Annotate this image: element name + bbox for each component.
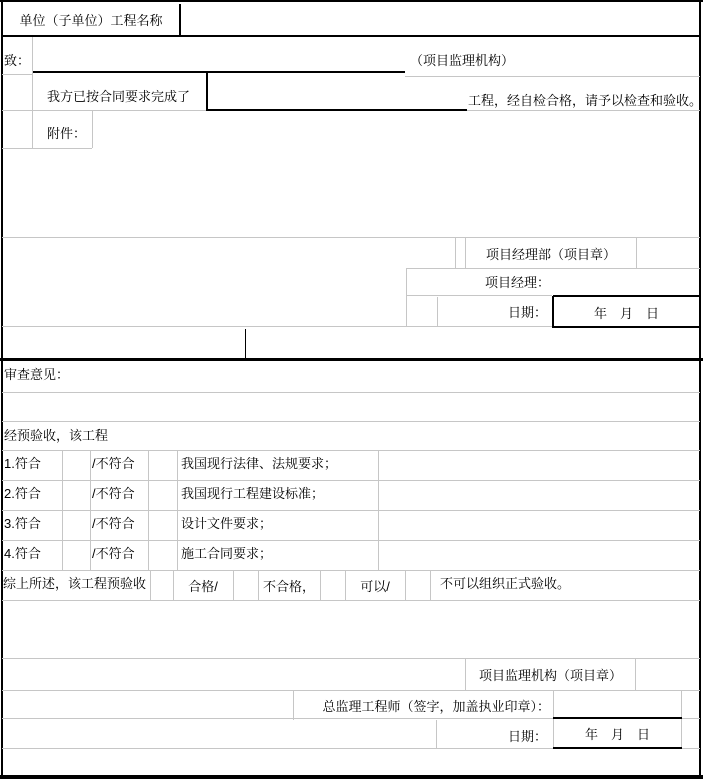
section-divider-line — [0, 358, 703, 361]
conclusion-prefix: 综上所述，该工程预验收 — [3, 576, 147, 591]
supervisor-org-input[interactable] — [33, 42, 404, 71]
grid-line — [378, 450, 379, 570]
choice-cell[interactable] — [63, 481, 89, 509]
attachment-area[interactable] — [4, 150, 698, 235]
to-blank-underline — [32, 71, 405, 73]
review-opinion-label: 审查意见： — [4, 367, 70, 382]
project-name-value-cell[interactable] — [182, 4, 698, 35]
to-label: 致： — [4, 53, 31, 68]
date-value-contractor: 年 月 日 — [593, 305, 659, 321]
grid-line — [430, 570, 431, 600]
project-name-label: 单位（子单位）工程名称 — [19, 12, 163, 28]
choice-cell[interactable] — [149, 541, 176, 569]
grid-line — [636, 237, 637, 268]
supervisor-org-note: （项目监理机构） — [410, 53, 515, 68]
grid-line — [32, 37, 33, 148]
border-left — [1, 0, 3, 776]
choice-cell[interactable] — [234, 571, 257, 599]
project-blank-left-line — [206, 73, 208, 111]
date-label-contractor: 日期： — [507, 305, 547, 320]
pm-signature-underline — [553, 295, 700, 297]
grid-line — [2, 690, 700, 691]
completion-statement-prefix: 我方已按合同要求完成了 — [47, 89, 191, 104]
completion-statement-suffix: 工程，经自检合格，请予以检查和验收。 — [468, 93, 703, 108]
grid-line — [2, 510, 700, 511]
grid-line — [2, 110, 206, 111]
choice-cell[interactable] — [321, 571, 344, 599]
grid-line — [2, 326, 552, 327]
choice-cell[interactable] — [149, 481, 176, 509]
project-name-input[interactable] — [208, 76, 466, 108]
grid-line — [90, 450, 91, 570]
grid-line — [2, 74, 32, 75]
grid-line — [2, 540, 700, 541]
grid-line — [455, 237, 456, 268]
grid-line — [467, 110, 700, 111]
criterion-2-not-conform-label: /不符合 — [92, 486, 135, 501]
criterion-1-conform-label: 1.符合 — [4, 456, 41, 471]
choice-cell[interactable] — [151, 571, 172, 599]
border-bottom — [0, 775, 703, 779]
header-bottom-line — [1, 35, 701, 37]
pm-dept-seal-label: 项目经理部（项目章） — [485, 246, 616, 262]
header-divider-line — [179, 4, 181, 35]
criterion-2-conform-label: 2.符合 — [4, 486, 41, 501]
grid-line — [2, 450, 700, 451]
grid-line — [2, 392, 700, 393]
review-opinion-area[interactable] — [4, 384, 698, 419]
date-box-left-line — [552, 296, 554, 328]
conclusion-may-not-label: 不可以组织正式验收。 — [440, 576, 571, 591]
choice-cell[interactable] — [149, 511, 176, 539]
date-underline-supervisor — [553, 747, 682, 749]
conclusion-unqualified-label: 不合格， — [262, 578, 315, 594]
criterion-3-text: 设计文件要求； — [181, 516, 273, 531]
criterion-1-text: 我国现行法律、法规要求； — [181, 456, 338, 471]
border-right — [699, 2, 701, 778]
pm-signature-input[interactable] — [554, 269, 699, 295]
grid-line — [2, 148, 92, 149]
conclusion-may-label: 可以/ — [360, 578, 390, 594]
attachment-label: 附件： — [47, 126, 87, 141]
criterion-4-conform-label: 4.符合 — [4, 546, 41, 561]
chief-engineer-label: 总监理工程师（签字，加盖执业印章）： — [322, 699, 550, 714]
project-manager-label: 项目经理： — [484, 275, 550, 290]
choice-cell[interactable] — [63, 451, 89, 479]
grid-line — [2, 600, 700, 601]
supervisor-seal-label: 项目监理机构（项目章） — [478, 668, 622, 683]
choice-cell[interactable] — [63, 511, 89, 539]
date-underline-contractor — [552, 326, 701, 328]
grid-line — [2, 718, 553, 719]
conclusion-qualified-label: 合格/ — [188, 578, 218, 594]
grid-line — [245, 329, 246, 358]
border-top — [0, 0, 703, 2]
grid-line — [2, 748, 553, 749]
date-input-contractor[interactable] — [554, 298, 699, 325]
grid-line — [92, 111, 93, 148]
grid-line — [682, 748, 700, 749]
choice-cell[interactable] — [63, 541, 89, 569]
project-blank-underline — [206, 109, 467, 111]
criterion-4-not-conform-label: /不符合 — [92, 546, 135, 561]
date-label-supervisor: 日期： — [507, 729, 547, 744]
grid-line — [177, 450, 178, 570]
grid-line — [2, 480, 700, 481]
criterion-4-text: 施工合同要求； — [181, 546, 273, 561]
grid-line — [293, 690, 294, 720]
grid-line — [406, 295, 552, 296]
date-value-supervisor: 年 月 日 — [584, 727, 650, 742]
criterion-3-conform-label: 3.符合 — [4, 516, 41, 531]
grid-line — [682, 718, 700, 719]
criterion-3-not-conform-label: /不符合 — [92, 516, 135, 531]
criterion-2-text: 我国现行工程建设标准； — [181, 486, 325, 501]
choice-cell[interactable] — [406, 571, 429, 599]
pre-acceptance-intro: 经预验收，该工程 — [4, 428, 109, 443]
grid-line — [635, 658, 636, 690]
criterion-1-not-conform-label: /不符合 — [92, 456, 135, 471]
chief-signature-input[interactable] — [554, 692, 680, 717]
date-input-supervisor[interactable] — [554, 720, 680, 746]
choice-cell[interactable] — [149, 451, 176, 479]
grid-line — [2, 421, 700, 422]
chief-signature-underline — [553, 717, 682, 719]
